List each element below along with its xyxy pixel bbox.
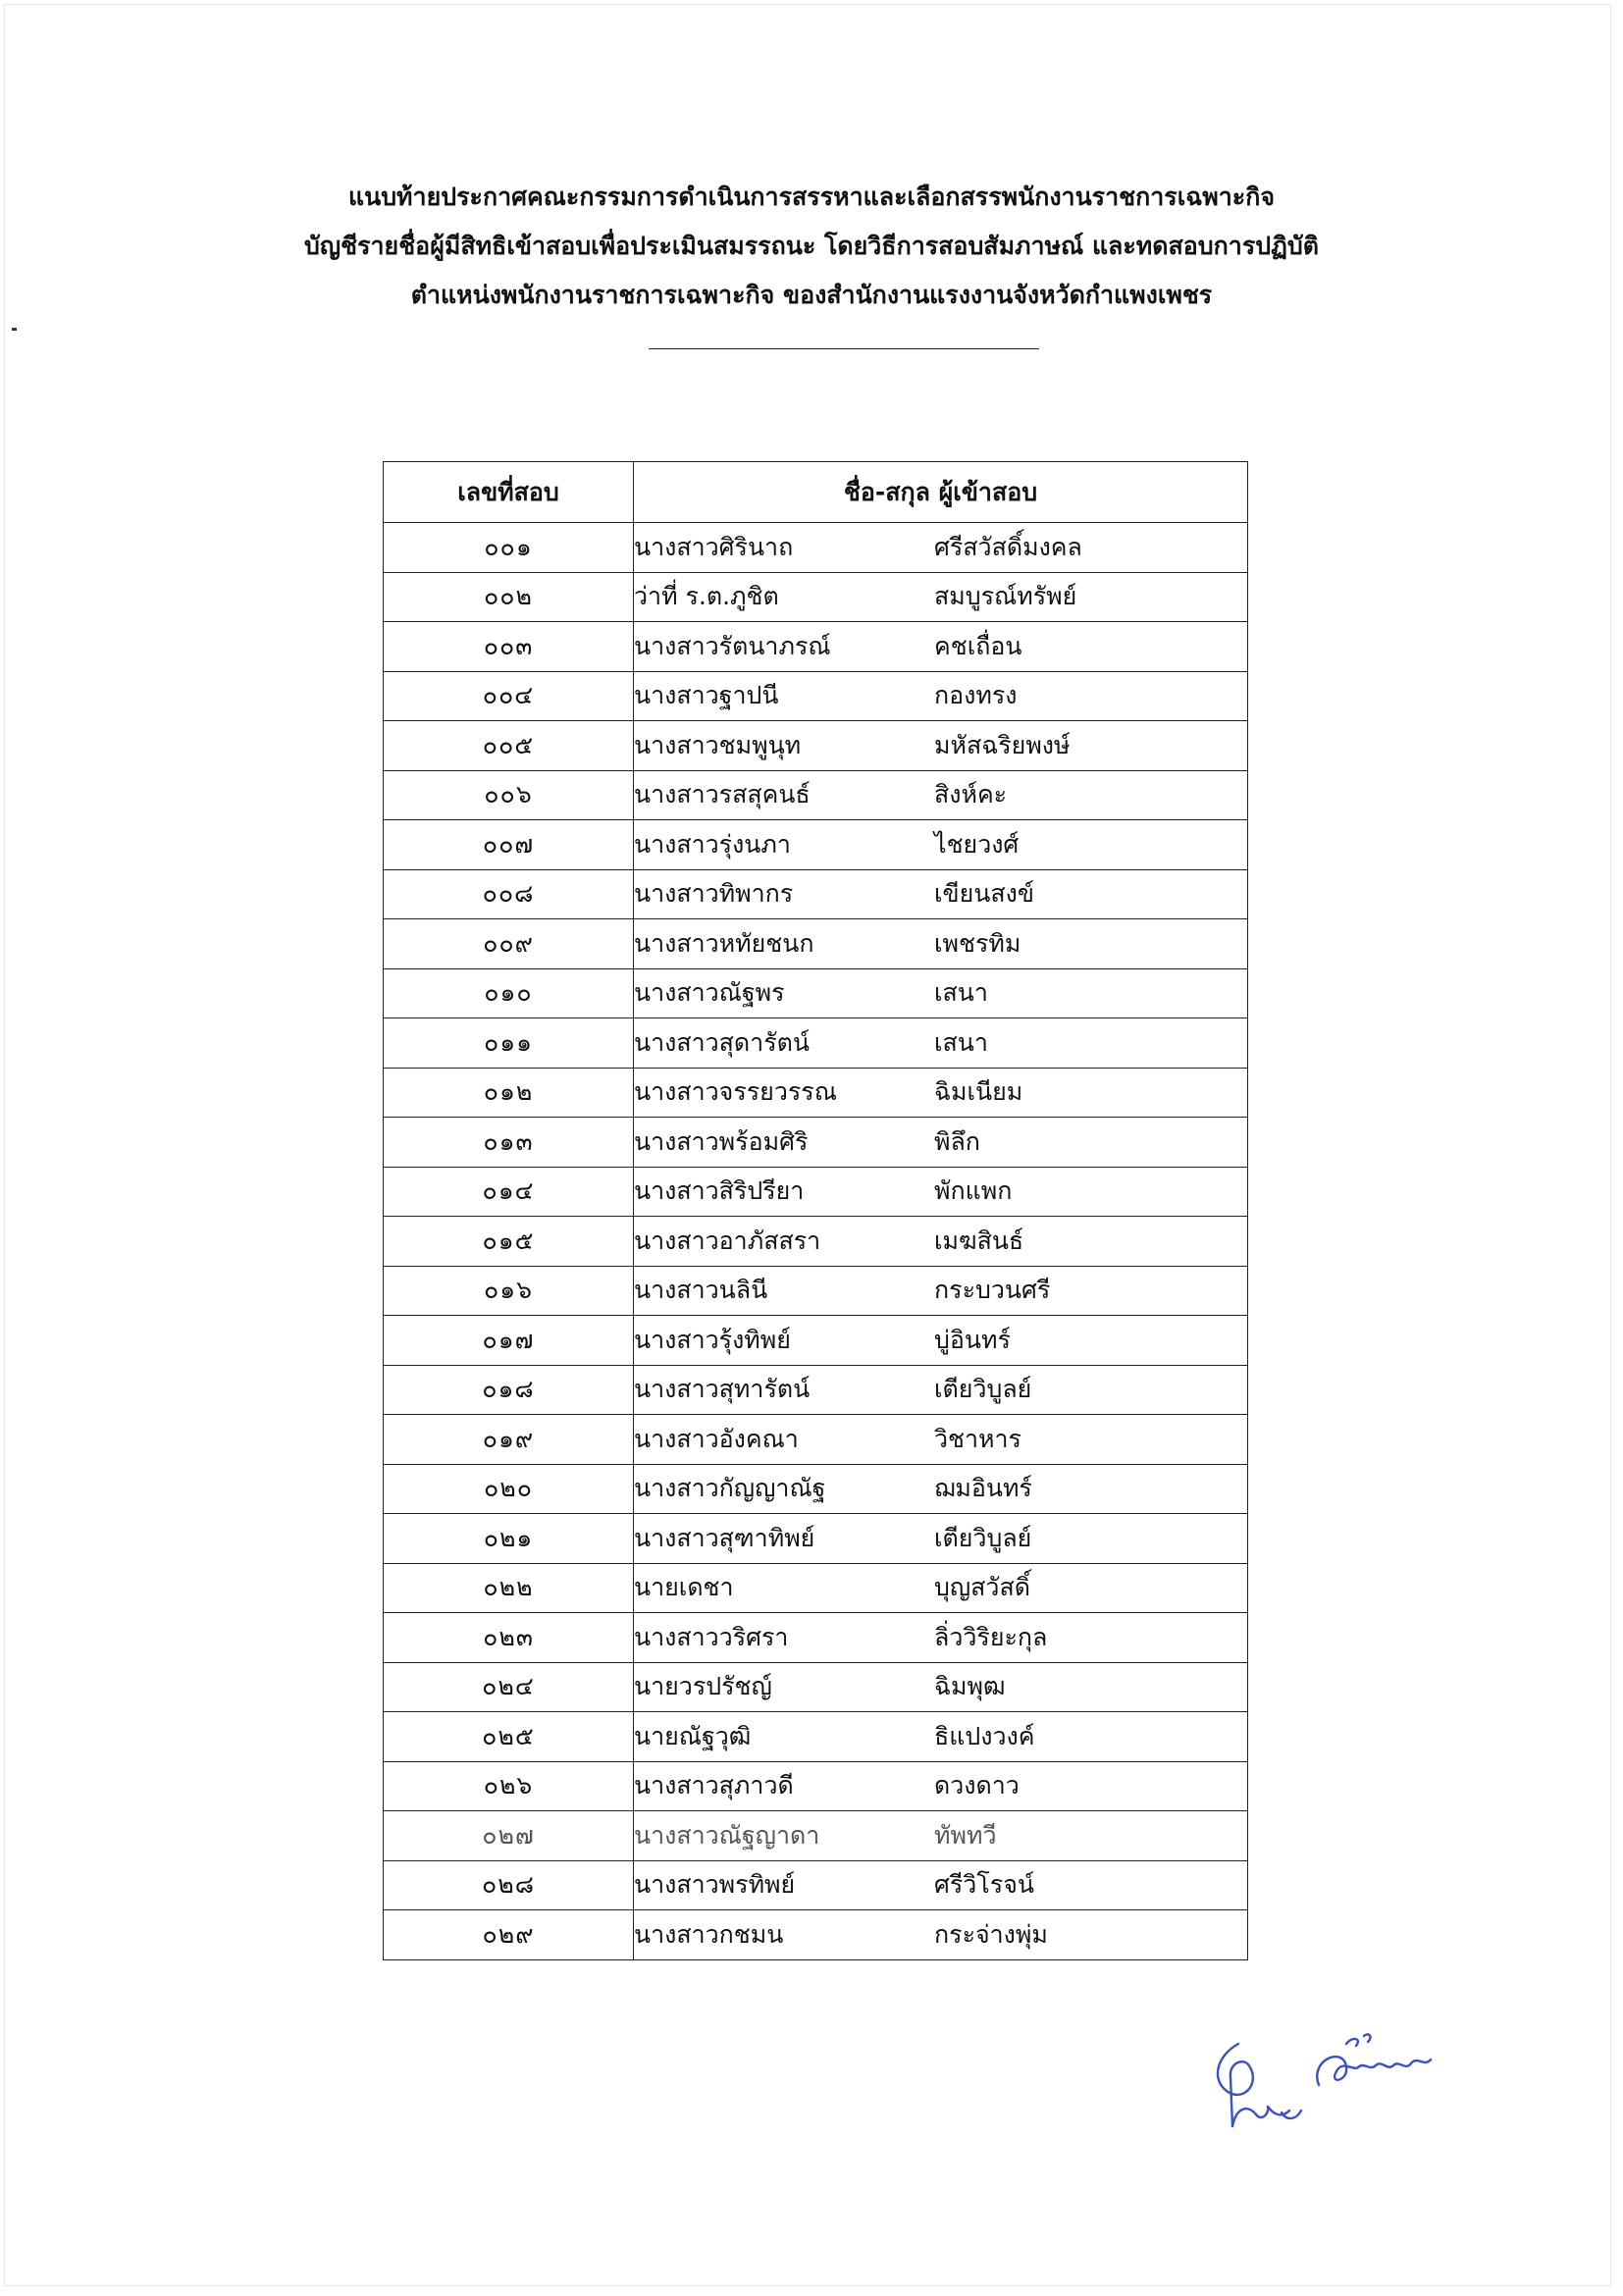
candidate-family-name: คชเถื่อน (934, 631, 1022, 660)
exam-number-cell: ๐๒๔ (384, 1662, 634, 1712)
candidate-family-name: ทัพทวี (934, 1820, 997, 1850)
candidate-name-cell (634, 919, 1248, 969)
exam-number-cell: ๐๒๒ (384, 1563, 634, 1613)
candidate-family-name: ศรีสวัสดิ์มงคล (934, 532, 1082, 561)
candidate-given-name: นางสาวพร้อมศิริ (634, 1126, 809, 1156)
candidate-family-name: ศรีวิโรจน์ (934, 1870, 1034, 1900)
candidate-given-name: นางสาวรุ่งนภา (634, 829, 791, 859)
candidate-family-name: ฌมอินทร์ (934, 1474, 1032, 1503)
candidate-family-name: เขียนสงข์ (934, 879, 1034, 909)
candidate-given-name: นางสาวทิพากร (634, 879, 794, 909)
candidate-name-cell (634, 1514, 1248, 1564)
signature-image (1199, 2016, 1444, 2134)
document-header (0, 173, 1623, 320)
table-row (384, 1118, 1248, 1168)
candidate-given-name: นายวรปรัชญ์ (634, 1672, 772, 1701)
table-row (384, 1068, 1248, 1118)
candidate-family-name: บู่อินทร์ (934, 1325, 1011, 1354)
candidate-name-cell (634, 1910, 1248, 1960)
candidate-family-name: พักแพก (934, 1176, 1013, 1206)
candidate-family-name: ธิแปงวงค์ (934, 1721, 1035, 1750)
candidate-given-name: นางสาวศิรินาถ (634, 532, 794, 561)
exam-number-cell: ๐๑๙ (384, 1415, 634, 1465)
table-row (384, 1563, 1248, 1613)
exam-number-cell: ๐๐๔ (384, 671, 634, 721)
exam-number-cell: ๐๐๕ (384, 721, 634, 771)
candidate-name-cell (634, 1464, 1248, 1514)
exam-number-cell: ๐๒๘ (384, 1860, 634, 1910)
table-row (384, 1860, 1248, 1910)
candidate-given-name: นางสาวฐาปนี (634, 681, 779, 710)
header-divider (649, 348, 1039, 349)
table-row (384, 572, 1248, 622)
table-row (384, 1464, 1248, 1514)
exam-number-cell: ๐๒๙ (384, 1910, 634, 1960)
candidate-name-cell (634, 671, 1248, 721)
table-body (384, 523, 1248, 1960)
exam-number-cell: ๐๒๑ (384, 1514, 634, 1564)
candidate-name-cell (634, 1860, 1248, 1910)
table-row (384, 1018, 1248, 1069)
table-row (384, 1761, 1248, 1811)
candidate-name-cell (634, 1167, 1248, 1217)
candidate-family-name: เพชรทิม (934, 928, 1021, 958)
table-row (384, 1217, 1248, 1267)
candidate-family-name: มหัสฉริยพงษ์ (934, 730, 1071, 759)
table-row (384, 1910, 1248, 1960)
candidate-family-name: เตียวิบูลย์ (934, 1523, 1032, 1552)
candidate-name-cell (634, 770, 1248, 820)
exam-number-cell: ๐๐๑ (384, 523, 634, 573)
candidate-given-name: นางสาวรัตนาภรณ์ (634, 631, 831, 660)
candidate-family-name: บุญสวัสดิ์ (934, 1573, 1030, 1602)
candidate-family-name: ฉิมเนียม (934, 1077, 1023, 1107)
candidate-given-name: นางสาววริศรา (634, 1622, 789, 1651)
candidate-name-cell (634, 1266, 1248, 1316)
table-row (384, 1415, 1248, 1465)
candidate-given-name: นางสาวสิริปรียา (634, 1176, 805, 1206)
exam-number-cell: ๐๑๔ (384, 1167, 634, 1217)
candidate-given-name: นายเดชา (634, 1573, 734, 1602)
candidate-family-name: เสนา (934, 978, 988, 1008)
exam-number-cell: ๐๑๖ (384, 1266, 634, 1316)
candidate-name-cell (634, 1662, 1248, 1712)
exam-number-cell: ๐๑๓ (384, 1118, 634, 1168)
candidate-given-name: นางสาวกัญญาณัฐ (634, 1474, 826, 1503)
header-line-1: แนบท้ายประกาศคณะกรรมการดำเนินการสรรหาและเลือกสรรพนักงานราชการเฉพาะกิจ (347, 183, 1276, 211)
table-row (384, 820, 1248, 870)
candidate-family-name: เสนา (934, 1027, 988, 1057)
table-row (384, 1613, 1248, 1663)
table-row (384, 1662, 1248, 1712)
candidate-name-cell (634, 869, 1248, 919)
candidate-family-name: สมบูรณ์ทรัพย์ (934, 582, 1077, 611)
candidate-name-cell (634, 1365, 1248, 1415)
candidate-given-name: นางสาวชมพูนุท (634, 730, 802, 759)
candidate-name-cell (634, 1613, 1248, 1663)
candidate-family-name: กองทรง (934, 681, 1018, 710)
candidate-given-name: นางสาวสุทารัตน์ (634, 1375, 811, 1404)
column-header-full-name: ชื่อ-สกุล ผู้เข้าสอบ (634, 462, 1248, 523)
header-line-3: ตำแหน่งพนักงานราชการเฉพาะกิจ ของสำนักงานแรงงานจังหวัดกำแพงเพชร (410, 281, 1213, 309)
candidate-given-name: นางสาวหทัยชนก (634, 928, 814, 958)
candidate-name-cell (634, 1563, 1248, 1613)
candidate-family-name: ไชยวงศ์ (934, 829, 1020, 859)
candidate-given-name: นายณัฐวุฒิ (634, 1721, 752, 1750)
table-row (384, 1811, 1248, 1861)
candidate-given-name: นางสาวกชมน (634, 1919, 784, 1949)
candidate-family-name: ลิ่ววิริยะกุล (934, 1622, 1048, 1651)
exam-number-cell: ๐๒๓ (384, 1613, 634, 1663)
table-row (384, 1316, 1248, 1366)
candidate-given-name: นางสาวนลินี (634, 1276, 768, 1305)
candidate-given-name: นางสาวอังคณา (634, 1424, 799, 1453)
candidate-given-name: นางสาวอาภัสสรา (634, 1226, 821, 1255)
table-row (384, 1266, 1248, 1316)
table-row (384, 919, 1248, 969)
candidate-family-name: สิงห์คะ (934, 780, 1008, 809)
candidate-given-name: นางสาวณัฐญาดา (634, 1820, 820, 1850)
exam-number-cell: ๐๐๖ (384, 770, 634, 820)
exam-number-cell: ๐๐๓ (384, 622, 634, 672)
candidate-given-name: นางสาวพรทิพย์ (634, 1870, 796, 1900)
exam-number-cell: ๐๐๘ (384, 869, 634, 919)
candidate-family-name: เมฆสินธ์ (934, 1226, 1024, 1255)
candidate-given-name: นางสาวสุฑาทิพย์ (634, 1523, 815, 1552)
candidate-family-name: กระจ่างพุ่ม (934, 1919, 1048, 1949)
candidate-family-name: ดวงดาว (934, 1771, 1020, 1800)
table-row (384, 1514, 1248, 1564)
table-row (384, 1365, 1248, 1415)
table-row (384, 770, 1248, 820)
table-row (384, 721, 1248, 771)
exam-number-cell: ๐๑๗ (384, 1316, 634, 1366)
candidate-family-name: เตียวิบูลย์ (934, 1375, 1032, 1404)
candidate-family-name: พิลึก (934, 1126, 980, 1156)
candidate-given-name: นางสาวจรรยวรรณ (634, 1077, 837, 1107)
table-row (384, 968, 1248, 1018)
candidate-family-name: วิชาหาร (934, 1424, 1021, 1453)
table-row (384, 1167, 1248, 1217)
exam-number-cell: ๐๑๑ (384, 1018, 634, 1069)
exam-number-cell: ๐๒๖ (384, 1761, 634, 1811)
exam-number-cell: ๐๑๒ (384, 1068, 634, 1118)
table-row (384, 523, 1248, 573)
candidate-name-cell (634, 968, 1248, 1018)
candidate-given-name: ว่าที่ ร.ต.ภูชิต (634, 582, 779, 611)
candidate-family-name: กระบวนศรี (934, 1276, 1051, 1305)
scan-mark (12, 328, 17, 331)
table-row (384, 869, 1248, 919)
table-row (384, 1712, 1248, 1762)
exam-number-cell: ๐๐๒ (384, 572, 634, 622)
candidate-family-name: ฉิมพุฒ (934, 1672, 1006, 1701)
candidate-name-cell (634, 572, 1248, 622)
exam-number-cell: ๐๒๗ (384, 1811, 634, 1861)
header-line-2: บัญชีรายชื่อผู้มีสิทธิเข้าสอบเพื่อประเมินสมรรถนะ โดยวิธีการสอบสัมภาษณ์ และทดสอบการปฏิบัติ (303, 232, 1320, 260)
exam-number-cell: ๐๐๙ (384, 919, 634, 969)
candidate-name-cell (634, 1811, 1248, 1861)
candidate-name-cell (634, 1316, 1248, 1366)
candidate-given-name: นางสาวสุภาวดี (634, 1771, 794, 1800)
candidate-name-cell (634, 523, 1248, 573)
table-row (384, 622, 1248, 672)
table-row (384, 671, 1248, 721)
candidate-name-cell (634, 1217, 1248, 1267)
candidate-name-cell (634, 1761, 1248, 1811)
candidate-table (383, 461, 1248, 1960)
candidate-name-cell (634, 622, 1248, 672)
candidate-given-name: นางสาวณัฐพร (634, 978, 785, 1008)
column-header-exam-number: เลขที่สอบ (384, 462, 634, 523)
exam-number-cell: ๐๑๘ (384, 1365, 634, 1415)
candidate-name-cell (634, 820, 1248, 870)
candidate-name-cell (634, 1415, 1248, 1465)
exam-number-cell: ๐๒๐ (384, 1464, 634, 1514)
candidate-name-cell (634, 721, 1248, 771)
table-header-row (384, 462, 1248, 523)
exam-number-cell: ๐๑๐ (384, 968, 634, 1018)
candidate-given-name: นางสาวรสสุคนธ์ (634, 780, 811, 809)
candidate-name-cell (634, 1068, 1248, 1118)
candidate-name-cell (634, 1712, 1248, 1762)
exam-number-cell: ๐๒๕ (384, 1712, 634, 1762)
candidate-given-name: นางสาวสุดารัตน์ (634, 1027, 810, 1057)
exam-number-cell: ๐๐๗ (384, 820, 634, 870)
candidate-name-cell (634, 1018, 1248, 1069)
candidate-name-cell (634, 1118, 1248, 1168)
candidate-given-name: นางสาวรุ้งทิพย์ (634, 1325, 791, 1354)
exam-number-cell: ๐๑๕ (384, 1217, 634, 1267)
